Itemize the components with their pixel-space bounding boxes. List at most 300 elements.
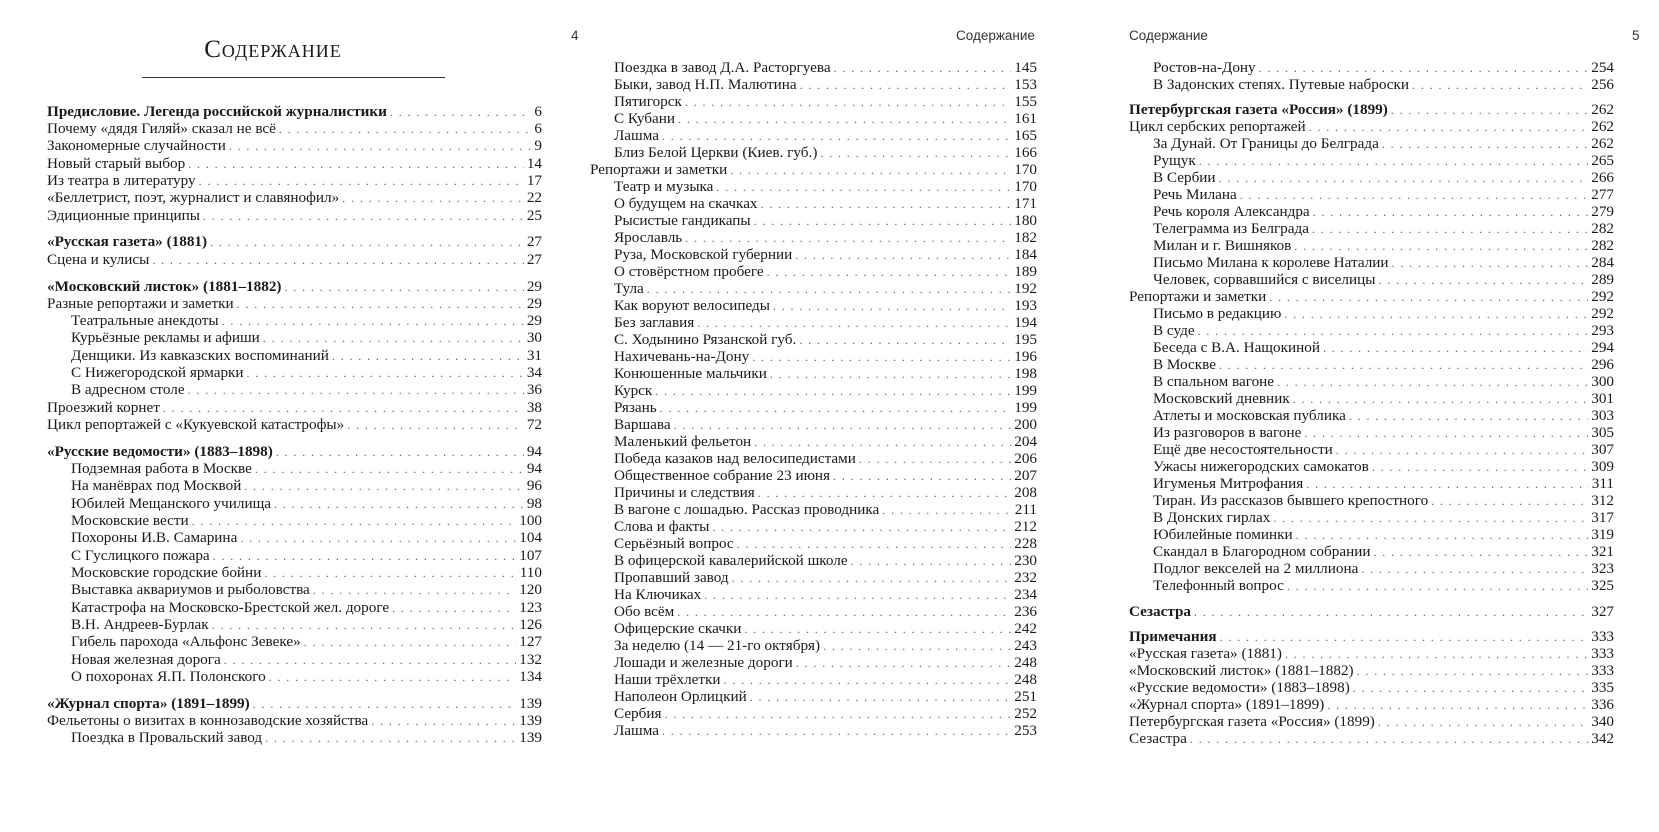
dot-leader	[761, 195, 1012, 213]
dot-leader	[685, 229, 1011, 247]
dot-leader	[744, 620, 1011, 638]
toc-entry-title: За неделю (14 — 21-го октября)	[614, 637, 821, 654]
dot-leader	[758, 484, 1011, 502]
dot-leader	[674, 416, 1012, 434]
toc-entry-title: Закономерные случайности	[47, 137, 226, 154]
dot-leader	[1220, 628, 1589, 646]
toc-entry-title: Тиран. Из рассказов бывшего крепостного	[1153, 492, 1429, 509]
toc-entry-title: Беседа с В.А. Нащокиной	[1153, 339, 1320, 356]
dot-leader	[678, 110, 1011, 128]
toc-entry-page: 139	[519, 695, 542, 712]
toc-entry-page: 333	[1591, 662, 1614, 679]
toc-entry-page: 212	[1014, 518, 1037, 535]
toc-entry-page: 194	[1014, 314, 1037, 331]
toc-entry-title: Московские городские бойни	[71, 564, 262, 581]
toc-entry-page: 25	[526, 207, 542, 224]
dot-leader	[237, 295, 524, 313]
toc-entry-title: «Русская газета» (1881)	[1129, 645, 1282, 662]
toc-entry-page: 29	[526, 312, 542, 329]
toc-entry-page: 342	[1591, 730, 1614, 747]
toc-entry-page: 242	[1014, 620, 1037, 637]
dot-leader	[1391, 101, 1588, 119]
toc-entry	[1129, 203, 1614, 221]
dot-leader	[647, 280, 1011, 298]
toc-entry-title: В Донских гирлах	[1153, 509, 1271, 526]
toc-entry-title: Новая железная дорога	[71, 651, 221, 668]
toc-entry-page: 279	[1591, 203, 1614, 220]
toc-entry-page: 31	[526, 347, 542, 364]
toc-entry-page: 100	[519, 512, 542, 529]
toc-entry	[1129, 373, 1614, 391]
toc-entry-page: 134	[519, 668, 542, 685]
dot-leader	[1306, 475, 1589, 493]
toc-entry	[1129, 220, 1614, 238]
toc-entry-page: 180	[1014, 212, 1037, 229]
toc-entry-page: 305	[1591, 424, 1614, 441]
toc-entry-title: На манёврах под Москвой	[71, 477, 242, 494]
toc-entry-title: «Журнал спорта» (1891–1899)	[47, 695, 250, 712]
toc-entry	[1129, 645, 1614, 663]
toc-entry	[590, 229, 1037, 247]
toc-entry-page: 36	[526, 381, 542, 398]
toc-entry	[590, 433, 1037, 451]
toc-entry-page: 170	[1014, 178, 1037, 195]
toc-entry-title: В Сербии	[1153, 169, 1216, 186]
dot-leader	[1240, 186, 1588, 204]
toc-entry	[47, 172, 542, 190]
toc-entry-page: 243	[1014, 637, 1037, 654]
toc-entry-title: Юбилейные поминки	[1153, 526, 1293, 543]
toc-entry-page: 38	[526, 399, 542, 416]
toc-entry-title: В спальном вагоне	[1153, 373, 1275, 390]
dot-leader	[222, 312, 524, 330]
toc-entry-title: Новый старый выбор	[47, 155, 186, 172]
toc-entry-page: 96	[526, 477, 542, 494]
toc-entry-title: Скандал в Благородном собрании	[1153, 543, 1371, 560]
toc-entry-title: Ещё две несостоятельности	[1153, 441, 1333, 458]
toc-entry	[47, 512, 542, 530]
toc-entry-title: Письмо Милана к королеве Наталии	[1153, 254, 1389, 271]
toc-entry-page: 208	[1014, 484, 1037, 501]
dot-leader	[210, 233, 524, 251]
toc-entry	[590, 467, 1037, 485]
dot-leader	[255, 460, 524, 478]
toc-entry-title: В офицерской кавалерийской школе	[614, 552, 848, 569]
toc-entry-page: 120	[519, 581, 542, 598]
toc-entry-page: 317	[1591, 509, 1614, 526]
toc-entry-title: Рущук	[1153, 152, 1196, 169]
toc-entry-title: Фельетоны о визитах в коннозаводские хозяйства	[47, 712, 369, 729]
toc-entry	[47, 547, 542, 565]
dot-leader	[213, 547, 517, 565]
toc-entry	[590, 552, 1037, 570]
toc-entry	[590, 161, 1037, 179]
toc-entry-title: Наполеон Орлицкий	[614, 688, 747, 705]
toc-entry	[1129, 526, 1614, 544]
dot-leader	[188, 155, 524, 173]
toc-entry-title: Петербургская газета «Россия» (1899)	[1129, 101, 1388, 118]
toc-entry-title: С Гуслицкого пожара	[71, 547, 210, 564]
toc-entry	[1129, 356, 1614, 374]
toc-entry-page: 319	[1591, 526, 1614, 543]
toc-entry	[1129, 271, 1614, 289]
toc-entry-page: 333	[1591, 628, 1614, 645]
toc-entry-page: 189	[1014, 263, 1037, 280]
toc-entry	[47, 295, 542, 313]
toc-entry	[47, 668, 542, 686]
dot-leader	[754, 212, 1012, 230]
dot-leader	[833, 467, 1011, 485]
toc-entry-title: Лашма	[614, 722, 659, 739]
toc-entry	[1129, 543, 1614, 561]
toc-entry-title: О стовёрстном пробеге	[614, 263, 764, 280]
toc-entry-page: 266	[1591, 169, 1614, 186]
toc-entry	[590, 603, 1037, 621]
toc-entry-title: Московские вести	[71, 512, 189, 529]
dot-leader	[347, 416, 524, 434]
left-page-number: 4	[571, 28, 579, 43]
right-page-number: 5	[1632, 28, 1640, 43]
dot-leader	[1353, 679, 1588, 697]
toc-entry	[1129, 339, 1614, 357]
dot-leader	[390, 103, 531, 121]
toc-entry-page: 282	[1591, 237, 1614, 254]
toc-entry-title: Рязань	[614, 399, 657, 416]
toc-entry-page: 248	[1014, 671, 1037, 688]
toc-entry-title: Серьёзный вопрос	[614, 535, 734, 552]
toc-entry-page: 228	[1014, 535, 1037, 552]
toc-entry-title: За Дунай. От Границы до Белграда	[1153, 135, 1379, 152]
dot-leader	[752, 348, 1011, 366]
toc-entry	[47, 712, 542, 730]
toc-entry	[1129, 509, 1614, 527]
toc-entry	[1129, 713, 1614, 731]
dot-leader	[332, 347, 524, 365]
dot-leader	[212, 616, 517, 634]
toc-entry-page: 110	[519, 564, 542, 581]
toc-entry-page: 127	[519, 633, 542, 650]
toc-entry-page: 200	[1014, 416, 1037, 433]
toc-entry	[1129, 152, 1614, 170]
dot-leader	[264, 564, 516, 582]
toc-entry-title: Из разговоров в вагоне	[1153, 424, 1302, 441]
toc-entry	[590, 518, 1037, 536]
toc-entry	[47, 137, 542, 155]
dot-leader	[1349, 407, 1588, 425]
toc-entry	[1129, 101, 1614, 119]
toc-entry	[47, 599, 542, 617]
dot-leader	[269, 668, 517, 686]
toc-entry-page: 230	[1014, 552, 1037, 569]
toc-entry-title: Нахичевань-на-Дону	[614, 348, 750, 365]
dot-leader	[796, 654, 1011, 672]
toc-entry	[1129, 679, 1614, 697]
toc-entry	[47, 616, 542, 634]
dot-leader	[1327, 696, 1588, 714]
toc-entry	[590, 93, 1037, 111]
toc-entry-title: Речь Милана	[1153, 186, 1237, 203]
toc-entry-page: 27	[526, 251, 542, 268]
toc-entry	[47, 312, 542, 330]
toc-entry-title: Театральные анекдоты	[71, 312, 219, 329]
toc-entry-title: Близ Белой Церкви (Киев. губ.)	[614, 144, 818, 161]
toc-entry-page: 284	[1591, 254, 1614, 271]
toc-entry-page: 22	[526, 189, 542, 206]
dot-leader	[244, 477, 523, 495]
toc-entry-title: Почему «дядя Гиляй» сказал не всё	[47, 120, 276, 137]
toc-entry	[590, 144, 1037, 162]
toc-entry-page: 139	[519, 729, 542, 746]
toc-entry-title: Подлог векселей на 2 миллиона	[1153, 560, 1359, 577]
toc-entry	[590, 212, 1037, 230]
dot-leader	[1198, 322, 1589, 340]
toc-entry-title: Цикл репортажей с «Кукуевской катастрофы»	[47, 416, 345, 433]
toc-entry-title: Лашма	[614, 127, 659, 144]
toc-entry-title: Курск	[614, 382, 653, 399]
toc-entry	[590, 76, 1037, 94]
toc-entry-page: 321	[1591, 543, 1614, 560]
toc-entry-title: С Нижегородской ярмарки	[71, 364, 244, 381]
toc-entry	[47, 329, 542, 347]
dot-leader	[800, 76, 1012, 94]
toc-entry-title: В Москве	[1153, 356, 1216, 373]
dot-leader	[1294, 237, 1588, 255]
toc-entry-page: 292	[1591, 288, 1614, 305]
toc-entry-page: 9	[534, 137, 542, 154]
toc-entry-title: Юбилей Мещанского училища	[71, 495, 272, 512]
dot-leader	[795, 246, 1011, 264]
toc-entry-title: «Русские ведомости» (1883–1898)	[47, 443, 273, 460]
toc-entry	[590, 348, 1037, 366]
dot-leader	[1304, 424, 1588, 442]
dot-leader	[859, 450, 1011, 468]
toc-entry-page: 29	[526, 278, 542, 295]
toc-entry-page: 171	[1014, 195, 1037, 212]
toc-entry	[590, 280, 1037, 298]
dot-leader	[1293, 390, 1589, 408]
toc-entry-page: 327	[1591, 603, 1614, 620]
toc-entry	[590, 450, 1037, 468]
toc-entry-page: 265	[1591, 152, 1614, 169]
toc-entry-page: 262	[1591, 118, 1614, 135]
toc-entry-page: 307	[1591, 441, 1614, 458]
dot-leader	[834, 59, 1012, 77]
toc-entry	[1129, 186, 1614, 204]
toc-entry-page: 335	[1591, 679, 1614, 696]
toc-entry-title: Человек, сорвавшийся с виселицы	[1153, 271, 1376, 288]
dot-leader	[724, 671, 1012, 689]
dot-leader	[1190, 730, 1588, 748]
toc-entry-title: Атлеты и московская публика	[1153, 407, 1346, 424]
toc-entry-title: Ужасы нижегородских самокатов	[1153, 458, 1369, 475]
toc-entry	[47, 120, 542, 138]
toc-entry-page: 301	[1591, 390, 1614, 407]
toc-entry	[1129, 475, 1614, 493]
toc-entry-title: С Кубани	[614, 110, 676, 127]
toc-entry-title: Подземная работа в Москве	[71, 460, 252, 477]
toc-entry	[590, 399, 1037, 417]
toc-entry	[1129, 730, 1614, 748]
toc-entry-page: 6	[534, 120, 542, 137]
toc-entry	[47, 581, 542, 599]
toc-entry	[590, 365, 1037, 383]
toc-entry	[47, 633, 542, 651]
toc-entry-title: О похоронах Я.П. Полонского	[71, 668, 266, 685]
toc-entry	[590, 416, 1037, 434]
toc-entry-title: Руза, Московской губернии	[614, 246, 793, 263]
dot-leader	[732, 569, 1012, 587]
toc-entry-page: 248	[1014, 654, 1037, 671]
toc-entry	[47, 364, 542, 382]
toc-entry	[47, 564, 542, 582]
dot-leader	[203, 207, 524, 225]
dot-leader	[1378, 713, 1588, 731]
toc-entry	[590, 705, 1037, 723]
toc-entry-title: Тула	[614, 280, 644, 297]
toc-entry-page: 34	[526, 364, 542, 381]
toc-entry	[1129, 288, 1614, 306]
toc-entry-page: 292	[1591, 305, 1614, 322]
toc-entry	[590, 59, 1037, 77]
toc-entry-title: Обо всём	[614, 603, 675, 620]
toc-entry	[47, 189, 542, 207]
toc-entry-page: 72	[526, 416, 542, 433]
dot-leader	[274, 495, 524, 513]
dot-leader	[265, 729, 516, 747]
dot-leader	[704, 586, 1011, 604]
dot-leader	[1378, 271, 1588, 289]
toc-entry-page: 198	[1014, 365, 1037, 382]
toc-entry-title: Предисловие. Легенда российской журналистики	[47, 103, 387, 120]
toc-entry-page: 170	[1014, 161, 1037, 178]
dot-leader	[192, 512, 517, 530]
toc-entry-title: Телефонный вопрос	[1153, 577, 1284, 594]
dot-leader	[1336, 441, 1588, 459]
title-rule	[142, 77, 445, 78]
toc-entry-page: 123	[519, 599, 542, 616]
toc-entry-page: 161	[1014, 110, 1037, 127]
toc-entry-page: 251	[1014, 688, 1037, 705]
toc-entry-title: В Задонских степях. Путевые наброски	[1153, 76, 1410, 93]
toc-entry	[1129, 59, 1614, 77]
toc-entry	[590, 688, 1037, 706]
dot-leader	[1309, 118, 1589, 136]
dot-leader	[163, 399, 524, 417]
toc-entry	[47, 443, 542, 461]
dot-leader	[1296, 526, 1589, 544]
toc-entry-title: Цикл сербских репортажей	[1129, 118, 1306, 135]
dot-leader	[152, 251, 523, 269]
toc-entry-page: 256	[1591, 76, 1614, 93]
toc-entry-page: 252	[1014, 705, 1037, 722]
toc-entry-title: В вагоне с лошадью. Рассказ проводника	[614, 501, 880, 518]
toc-entry	[47, 529, 542, 547]
toc-entry-page: 139	[519, 712, 542, 729]
toc-entry-page: 236	[1014, 603, 1037, 620]
toc-entry-page: 94	[526, 460, 542, 477]
toc-entry-title: Телеграмма из Белграда	[1153, 220, 1309, 237]
dot-leader	[276, 443, 524, 461]
toc-entry	[1129, 118, 1614, 136]
toc-entry-title: Денщики. Из кавказских воспоминаний	[71, 347, 329, 364]
toc-entry	[47, 416, 542, 434]
dot-leader	[284, 278, 523, 296]
dot-leader	[662, 722, 1011, 740]
dot-leader	[823, 637, 1011, 655]
toc-entry-title: В.Н. Андреев-Бурлак	[71, 616, 209, 633]
dot-leader	[1373, 543, 1588, 561]
toc-entry	[47, 651, 542, 669]
toc-entry	[1129, 322, 1614, 340]
toc-entry-title: Сцена и кулисы	[47, 251, 150, 268]
dot-leader	[882, 501, 1012, 519]
toc-entry	[47, 729, 542, 747]
dot-leader	[1372, 458, 1588, 476]
toc-entry-page: 303	[1591, 407, 1614, 424]
toc-entry	[590, 178, 1037, 196]
toc-entry-page: 29	[526, 295, 542, 312]
toc-entry-title: Эдиционные принципы	[47, 207, 200, 224]
toc-entry-page: 311	[1591, 475, 1614, 492]
dot-leader	[737, 535, 1012, 553]
toc-entry-title: Курьёзные рекламы и афиши	[71, 329, 260, 346]
toc-entry-page: 312	[1591, 492, 1614, 509]
dot-leader	[1313, 203, 1589, 221]
toc-entry-page: 132	[519, 651, 542, 668]
toc-entry	[590, 195, 1037, 213]
toc-entry-title: Милан и г. Вишняков	[1153, 237, 1292, 254]
toc-entry-page: 192	[1014, 280, 1037, 297]
toc-entry-title: Причины и следствия	[614, 484, 755, 501]
toc-entry-title: Выставка аквариумов и рыболовства	[71, 581, 310, 598]
toc-entry-page: 184	[1014, 246, 1037, 263]
toc-entry-page: 30	[526, 329, 542, 346]
toc-entry	[1129, 76, 1614, 94]
toc-entry-title: Речь короля Александра	[1153, 203, 1310, 220]
toc-entry-title: Примечания	[1129, 628, 1217, 645]
toc-entry	[1129, 628, 1614, 646]
toc-entry-title: Письмо в редакцию	[1153, 305, 1282, 322]
toc-entry-title: Катастрофа на Московско-Брестской жел. дороге	[71, 599, 390, 616]
toc-entry-title: Сербия	[614, 705, 662, 722]
dot-leader	[1323, 339, 1588, 357]
toc-entry	[1129, 424, 1614, 442]
dot-leader	[750, 688, 1012, 706]
toc-entry	[590, 637, 1037, 655]
dot-leader	[1392, 254, 1589, 272]
toc-entry-title: Общественное собрание 23 июня	[614, 467, 831, 484]
toc-entry-title: «Московский листок» (1881–1882)	[47, 278, 282, 295]
dot-leader	[1382, 135, 1588, 153]
toc-entry	[1129, 492, 1614, 510]
toc-entry-title: «Беллетрист, поэт, журналист и славянофил»	[47, 189, 340, 206]
toc-entry	[590, 620, 1037, 638]
toc-entry	[47, 278, 542, 296]
dot-leader	[1194, 603, 1588, 621]
toc-entry	[1129, 169, 1614, 187]
dot-leader	[247, 364, 524, 382]
toc-entry-page: 211	[1014, 501, 1037, 518]
toc-entry-page: 145	[1014, 59, 1037, 76]
dot-leader	[1199, 152, 1589, 170]
toc-entry-page: 182	[1014, 229, 1037, 246]
dot-leader	[697, 314, 1011, 332]
toc-entry-page: 199	[1014, 399, 1037, 416]
toc-entry-title: Ярославль	[614, 229, 683, 246]
toc-entry	[47, 251, 542, 269]
dot-leader	[279, 120, 532, 138]
toc-entry-title: С. Ходынино Рязанской губ.	[614, 331, 797, 348]
